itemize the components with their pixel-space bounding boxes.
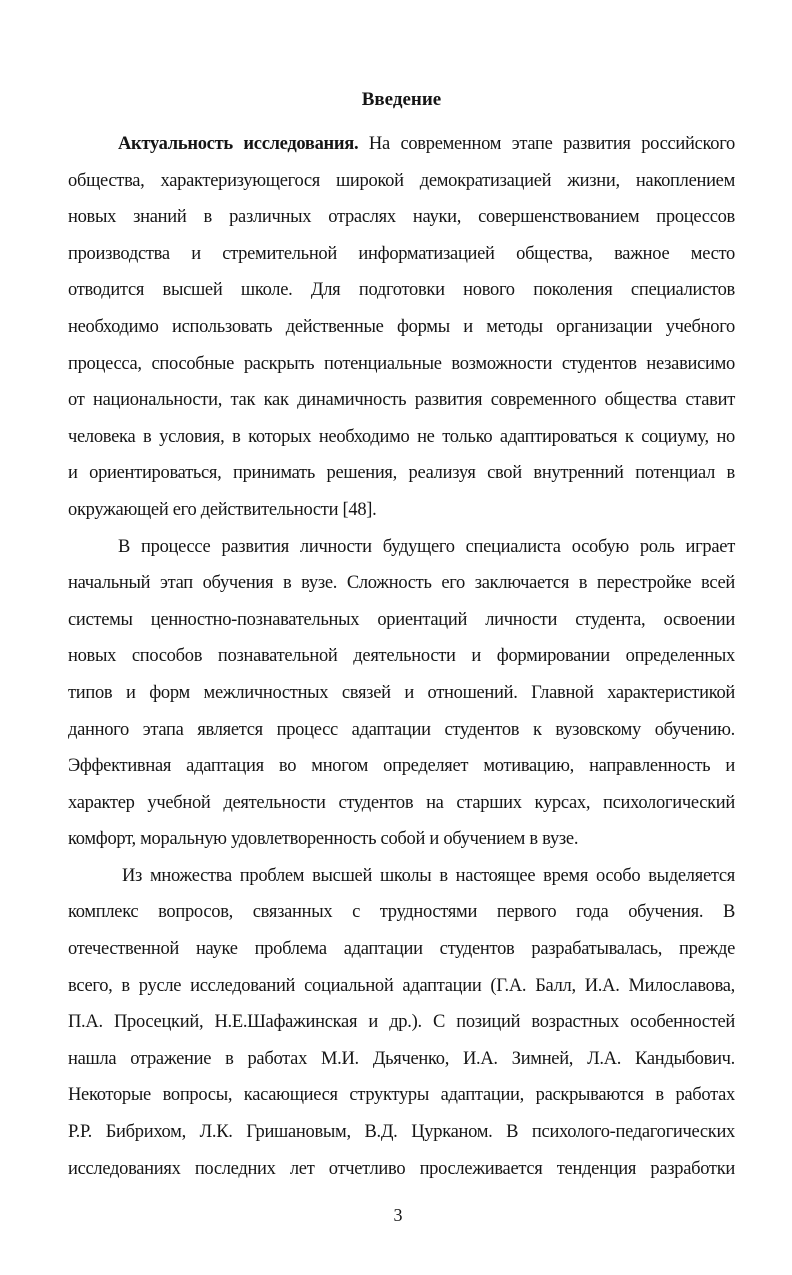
text-line [68,126,735,163]
text-line: новых способов познавательной деятельности и формировании определенных [68,646,735,667]
page-number: 3 [393,1205,403,1225]
document-body [68,126,735,1187]
text-line: Р.Р. Бибрихом, Л.К. Гришановым, В.Д. Цурканом. В психолого-педагогических [68,1122,735,1143]
paragraph-adaptation-stage [68,529,735,858]
text-line: нашла отражение в работах М.И. Дьяченко, И.А. Зимней, Л.А. Кандыбович. [68,1048,735,1069]
text-line-rest: На современном этапе развития российского [368,134,735,154]
text-line: новых знаний в различных отраслях науки, совершенствованием процессов [68,207,735,228]
text-line: человека в условия, в которых необходимо не только адаптироваться к социуму, но [68,426,735,447]
text-line: начальный этап обучения в вузе. Сложность его заключается в перестройке всей [68,573,735,594]
paragraph-research-review [68,858,735,1187]
text-line: отечественной науке проблема адаптации студентов разрабатывалась, прежде [68,939,735,960]
text-line: от национальности, так как динамичность развития современного общества ставит [68,390,735,411]
paragraph-relevance [68,126,735,529]
text-line: данного этапа является процесс адаптации студентов к вузовскому обучению. [68,719,735,740]
text-line: исследованиях последних лет отчетливо прослеживается тенденция разработки [68,1158,735,1179]
text-line: Из множества проблем высшей школы в настоящее время особо выделяется [122,865,735,886]
text-line: общества, характеризующегося широкой демократизацией жизни, накоплением [68,170,735,191]
text-line: Эффективная адаптация во многом определяет мотивацию, направленность и [68,756,735,777]
text-line: В процессе развития личности будущего специалиста особую роль играет [118,536,735,557]
text-line: окружающей его действительности [48]. [68,499,377,520]
bold-lead: Актуальность исследования. [118,134,359,154]
text-line: комфорт, моральную удовлетворенность собой и обучением в вузе. [68,829,579,850]
text-line: комплекс вопросов, связанных с трудностями первого года обучения. В [68,902,735,923]
text-line: всего, в русле исследований социальной адаптации (Г.А. Балл, И.А. Милославова, [68,975,735,996]
text-line: процесса, способные раскрыть потенциальные возможности студентов независимо [68,353,735,374]
text-line: П.А. Просецкий, Н.Е.Шафажинская и др.). С позиций возрастных особенностей [68,1012,735,1033]
text-line: отводится высшей школе. Для подготовки нового поколения специалистов [68,280,735,301]
text-line: и ориентироваться, принимать решения, реализуя свой внутренний потенциал в [68,463,735,484]
text-line: необходимо использовать действенные формы и методы организации учебного [68,316,735,337]
text-line: характер учебной деятельности студентов на старших курсах, психологический [68,792,735,813]
text-line: производства и стремительной информатизацией общества, важное место [68,243,735,264]
text-line: типов и форм межличностных связей и отношений. Главной характеристикой [68,682,735,703]
text-line: Некоторые вопросы, касающиеся структуры адаптации, раскрываются в работах [68,1085,735,1106]
text-line: системы ценностно-познавательных ориентаций личности студента, освоении [68,609,735,630]
section-title: Введение [361,89,442,110]
